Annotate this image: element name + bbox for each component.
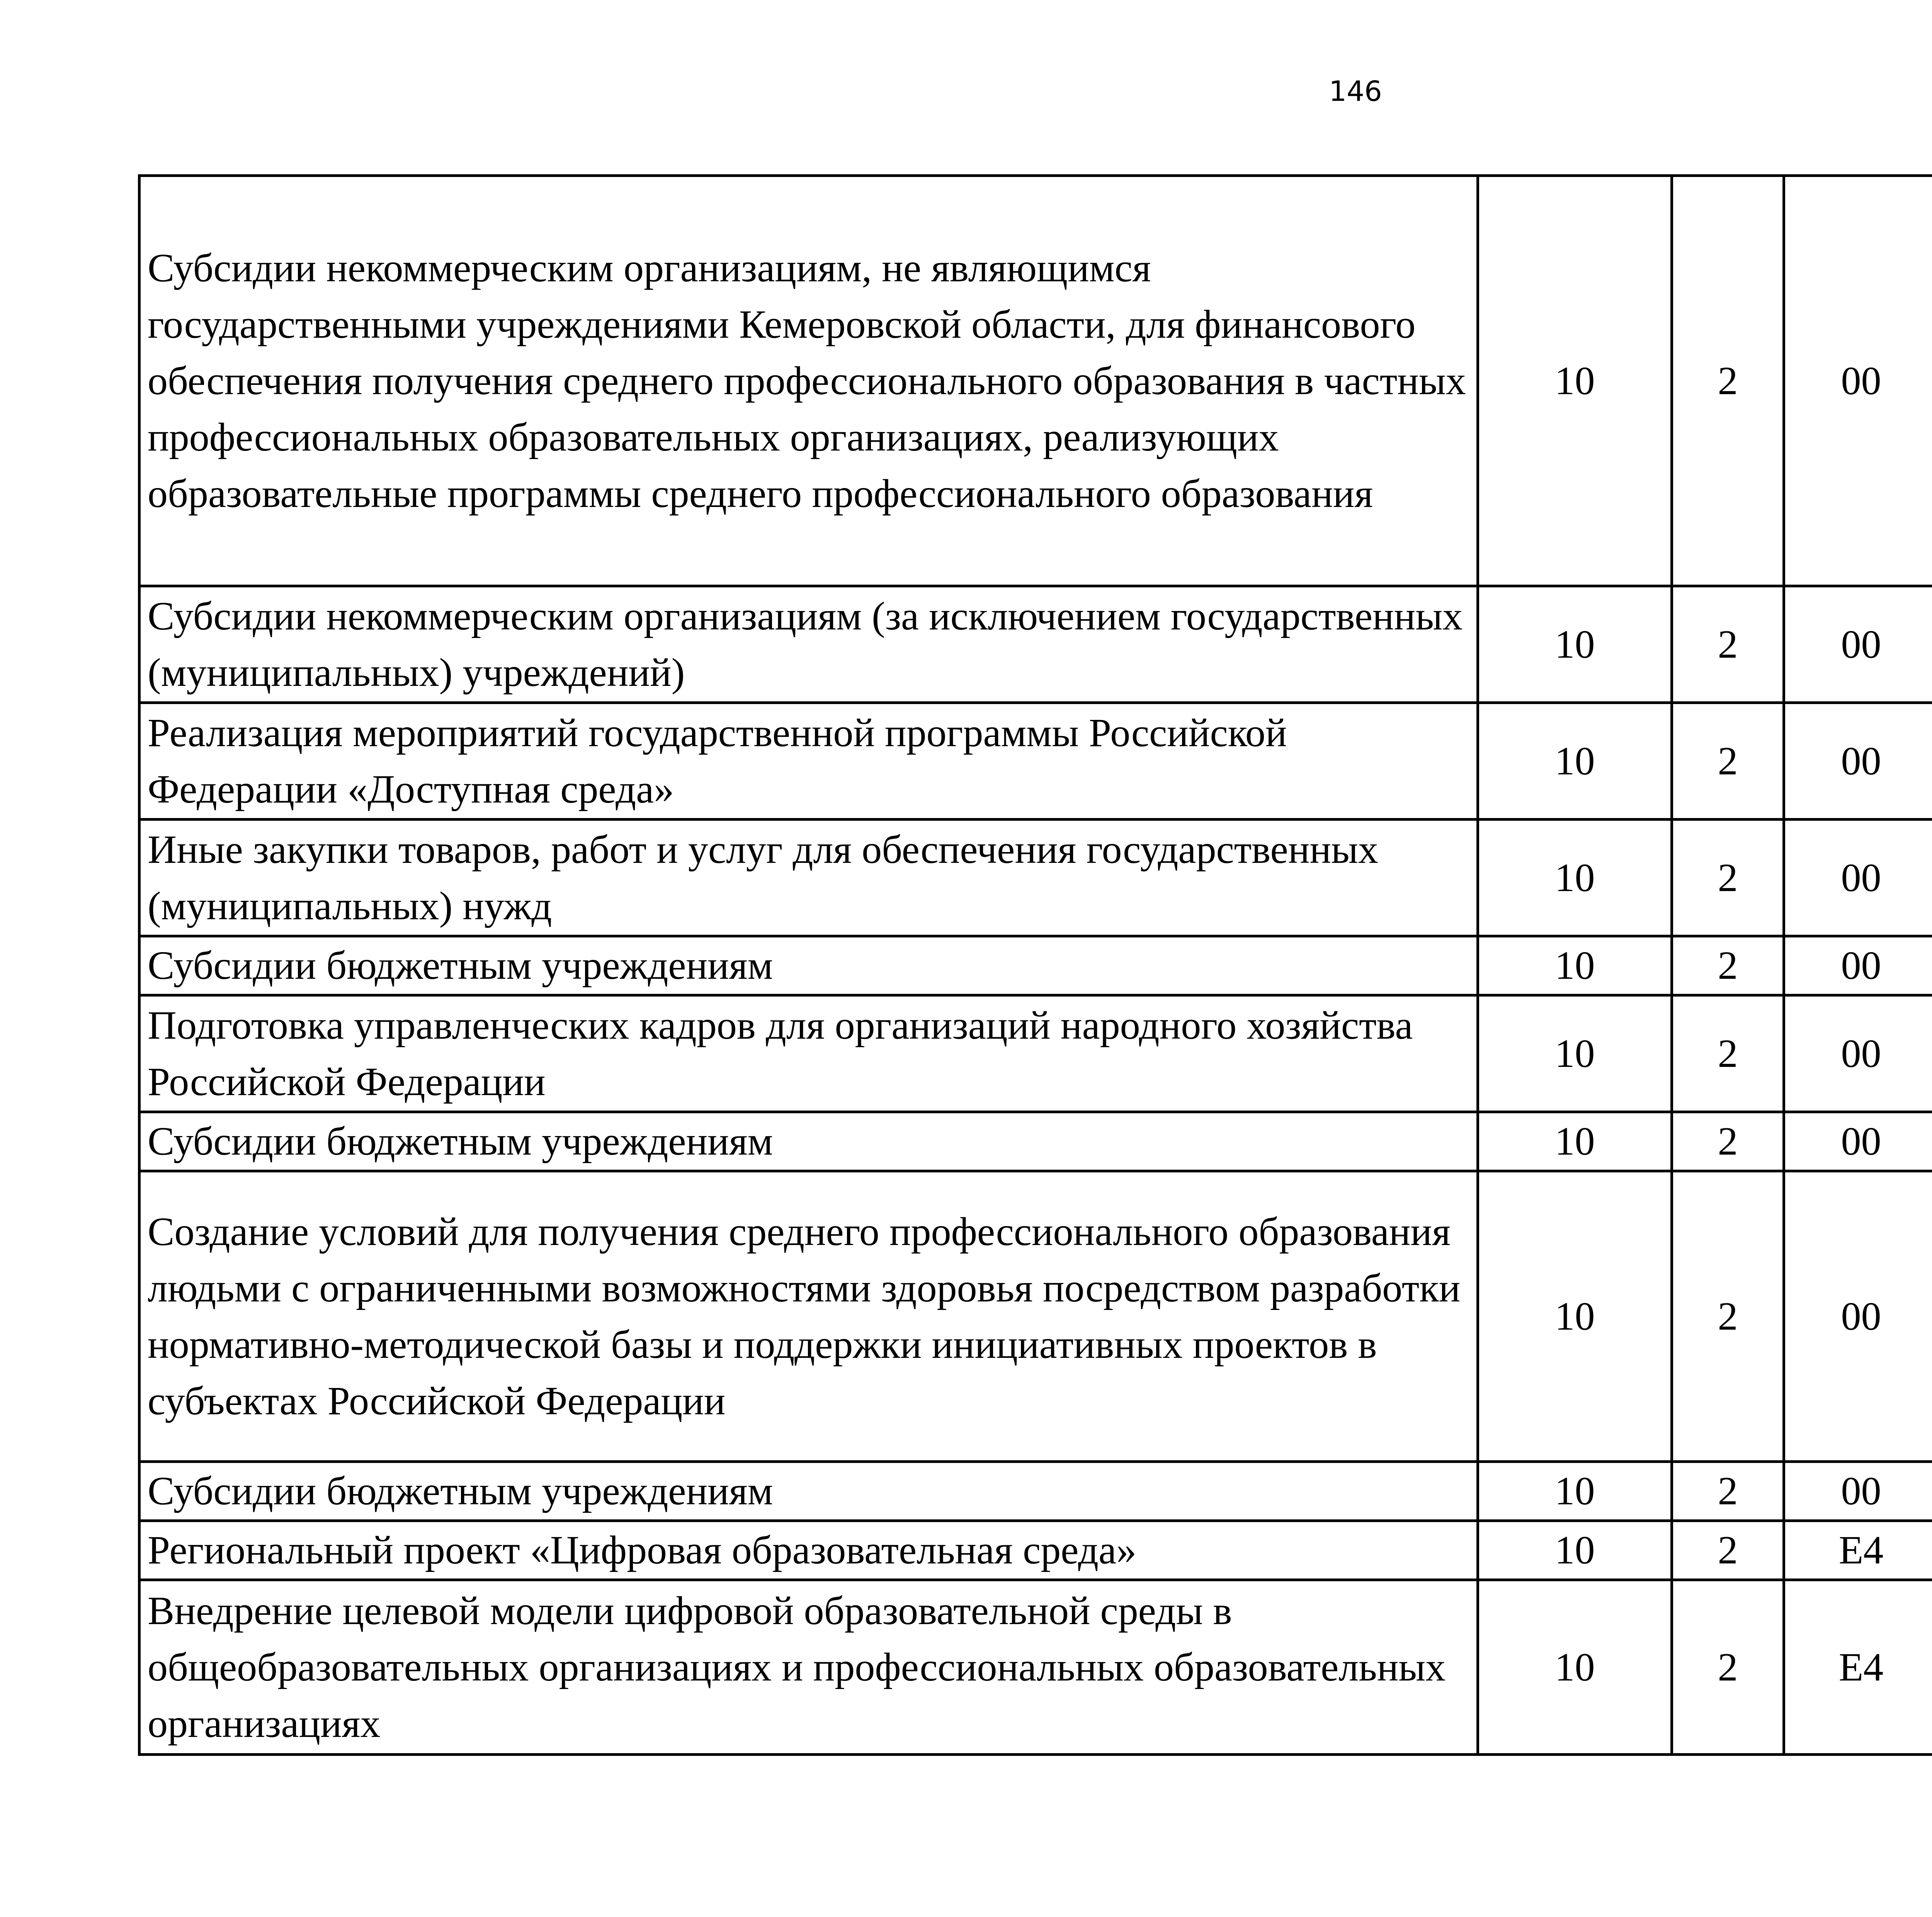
row-section: 10 bbox=[1478, 703, 1672, 820]
budget-table bbox=[138, 174, 1932, 1756]
row-section: 10 bbox=[1478, 1462, 1672, 1521]
row-subsection: 2 bbox=[1672, 586, 1784, 703]
row-program: 00 bbox=[1784, 1462, 1932, 1521]
row-program: 00 bbox=[1784, 586, 1932, 703]
table-row bbox=[139, 176, 1932, 586]
row-section: 10 bbox=[1478, 1171, 1672, 1462]
row-description: Иные закупки товаров, работ и услуг для обеспечения государственных (муниципальных) нужд bbox=[139, 820, 1478, 936]
row-subsection: 2 bbox=[1672, 1171, 1784, 1462]
row-description: Реализация мероприятий государственной программы Российской Федерации «Доступная среда» bbox=[139, 703, 1478, 820]
page-number: 146 bbox=[1329, 75, 1382, 107]
row-description: Субсидии бюджетным учреждениям bbox=[139, 936, 1478, 995]
row-subsection: 2 bbox=[1672, 995, 1784, 1112]
row-program: E4 bbox=[1784, 1521, 1932, 1580]
row-description: Субсидии некоммерческим организациям (за исключением государственных (муниципальных) учреждений) bbox=[139, 586, 1478, 703]
row-description: Создание условий для получения среднего профессионального образования людьми с ограниченными возможностями здоровья посредством разработки нормативно-методической базы и поддержки инициативных проектов в субъектах Российской Федерации bbox=[139, 1171, 1478, 1462]
row-section: 10 bbox=[1478, 1112, 1672, 1171]
table-row bbox=[139, 586, 1932, 703]
row-program: 00 bbox=[1784, 703, 1932, 820]
row-section: 10 bbox=[1478, 995, 1672, 1112]
row-subsection: 2 bbox=[1672, 1112, 1784, 1171]
row-program: E4 bbox=[1784, 1580, 1932, 1755]
row-description: Внедрение целевой модели цифровой образовательной среды в общеобразовательных организациях и профессиональных образовательных организациях bbox=[139, 1580, 1478, 1755]
table-row bbox=[139, 703, 1932, 820]
row-subsection: 2 bbox=[1672, 936, 1784, 995]
row-subsection: 2 bbox=[1672, 703, 1784, 820]
table-row bbox=[139, 820, 1932, 936]
row-description: Субсидии бюджетным учреждениям bbox=[139, 1462, 1478, 1521]
row-description: Субсидии бюджетным учреждениям bbox=[139, 1112, 1478, 1171]
row-subsection: 2 bbox=[1672, 820, 1784, 936]
row-subsection: 2 bbox=[1672, 176, 1784, 586]
row-subsection: 2 bbox=[1672, 1521, 1784, 1580]
row-description: Подготовка управленческих кадров для организаций народного хозяйства Российской Федерации bbox=[139, 995, 1478, 1112]
row-program: 00 bbox=[1784, 1171, 1932, 1462]
row-section: 10 bbox=[1478, 1580, 1672, 1755]
row-subsection: 2 bbox=[1672, 1462, 1784, 1521]
row-section: 10 bbox=[1478, 586, 1672, 703]
row-program: 00 bbox=[1784, 820, 1932, 936]
row-subsection: 2 bbox=[1672, 1580, 1784, 1755]
row-program: 00 bbox=[1784, 1112, 1932, 1171]
table-row bbox=[139, 995, 1932, 1112]
row-program: 00 bbox=[1784, 995, 1932, 1112]
row-description: Субсидии некоммерческим организациям, не являющимся государственными учреждениями Кемеровской области, для финансового обеспечения получения среднего профессионального образования в частных профессиональных образовательных организациях, реализующих образовательные программы среднего профессионального образования bbox=[139, 176, 1478, 586]
row-section: 10 bbox=[1478, 936, 1672, 995]
row-section: 10 bbox=[1478, 820, 1672, 936]
row-program: 00 bbox=[1784, 176, 1932, 586]
row-program: 00 bbox=[1784, 936, 1932, 995]
table-row bbox=[139, 1112, 1932, 1171]
row-section: 10 bbox=[1478, 1521, 1672, 1580]
table-row bbox=[139, 936, 1932, 995]
table-row bbox=[139, 1462, 1932, 1521]
row-description: Региональный проект «Цифровая образовательная среда» bbox=[139, 1521, 1478, 1580]
row-section: 10 bbox=[1478, 176, 1672, 586]
table-row bbox=[139, 1521, 1932, 1580]
table-row bbox=[139, 1580, 1932, 1755]
table-row bbox=[139, 1171, 1932, 1462]
